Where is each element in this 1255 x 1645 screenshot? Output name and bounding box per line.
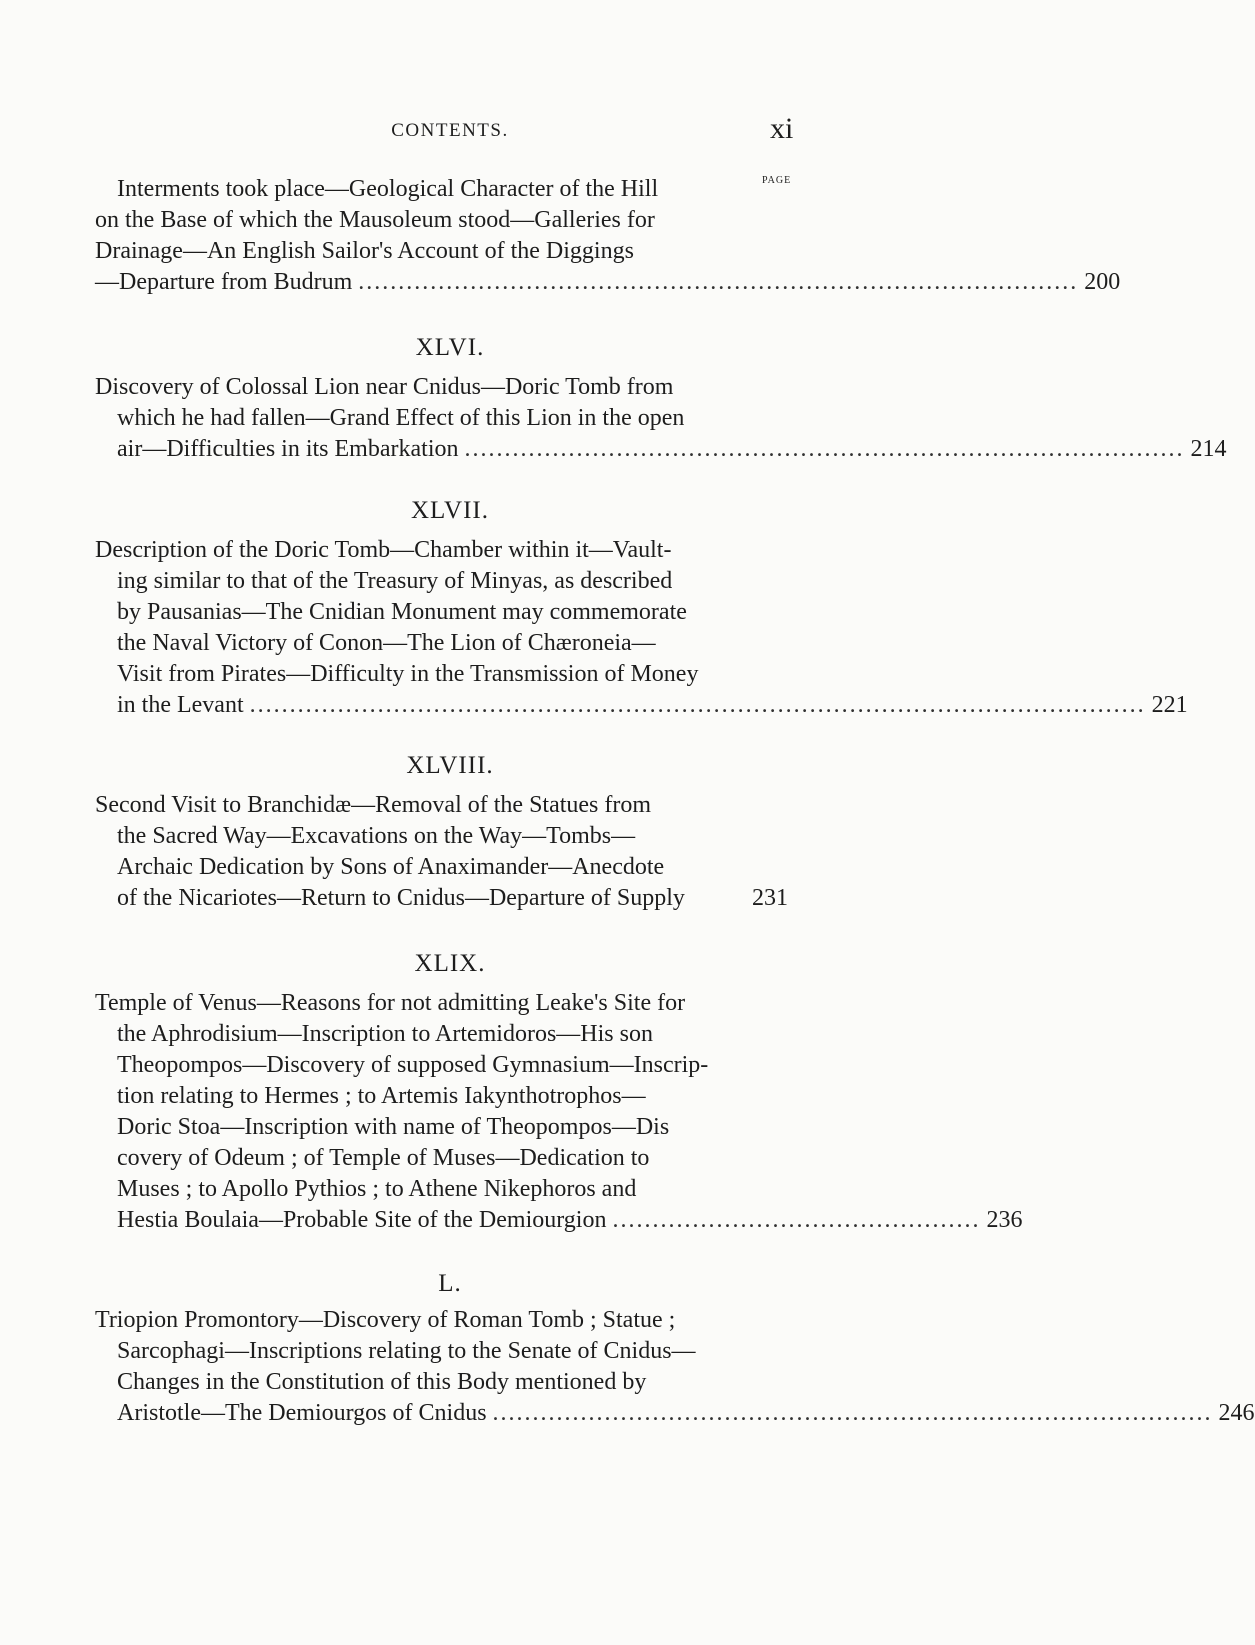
entry-last-line (117, 882, 788, 914)
entry-line: covery of Odeum ; of Temple of Muses—Dedication to (117, 1145, 650, 1171)
entry-line: ing similar to that of the Treasury of Minyas, as described (117, 568, 673, 594)
dot-leader: .......................................................................................... (492, 1400, 1213, 1426)
entry-last-line (95, 266, 1121, 298)
dot-leader: .............................................. (612, 1207, 981, 1233)
page-number: 200 (1084, 269, 1121, 295)
chapter-numeral-xlix: XLIX. (414, 950, 486, 977)
entry-line: Temple of Venus—Reasons for not admitting Leake's Site for (95, 990, 686, 1016)
entry-line: Second Visit to Branchidæ—Removal of the Statues from (95, 792, 652, 818)
entry-line: tion relating to Hermes ; to Artemis Iakynthotrophos— (117, 1083, 646, 1109)
entry-line: Doric Stoa—Inscription with name of Theopompos—Dis (117, 1114, 670, 1140)
page-number: 214 (1190, 436, 1227, 462)
page-number: 246 (1218, 1400, 1255, 1426)
entry-line: Visit from Pirates—Difficulty in the Transmission of Money (117, 661, 699, 687)
entry-line: Triopion Promontory—Discovery of Roman Tomb ; Statue ; (95, 1307, 676, 1333)
entry-line: which he had fallen—Grand Effect of this Lion in the open (117, 405, 685, 431)
page-numeral: xi (770, 112, 794, 145)
running-head-title: CONTENTS. (391, 120, 509, 141)
entry-line: air—Difficulties in its Embarkation (117, 436, 459, 462)
entry-line: Theopompos—Discovery of supposed Gymnasium—Inscrip- (117, 1052, 709, 1078)
entry-last-line (117, 1204, 1023, 1236)
entry-last-line (117, 1397, 1255, 1429)
chapter-numeral-xlvii: XLVII. (411, 497, 489, 524)
entry-line: the Aphrodisium—Inscription to Artemidoros—His son (117, 1021, 653, 1047)
chapter-numeral-l: L. (438, 1270, 462, 1297)
page-number: 236 (986, 1207, 1023, 1233)
entry-line: on the Base of which the Mausoleum stood—Galleries for (95, 207, 655, 233)
entry-line: the Naval Victory of Conon—The Lion of Chæroneia— (117, 630, 656, 656)
dot-leader: .......................................................................................... (358, 269, 1079, 295)
entry-line: of the Nicariotes—Return to Cnidus—Departure of Supply (117, 885, 685, 911)
dot-leader: .......................................................................................... (464, 436, 1185, 462)
dot-leader: ................................................................................................................ (249, 692, 1146, 718)
entry-line: in the Levant (117, 692, 244, 718)
chapter-numeral-xlvi: XLVI. (415, 334, 485, 361)
entry-line: Interments took place—Geological Character of the Hill (117, 176, 659, 202)
entry-line: the Sacred Way—Excavations on the Way—Tombs— (117, 823, 636, 849)
entry-line: Aristotle—The Demiourgos of Cnidus (117, 1400, 487, 1426)
page-number: 231 (752, 885, 788, 911)
entry-line: Muses ; to Apollo Pythios ; to Athene Nikephoros and (117, 1176, 637, 1202)
entry-line: Archaic Dedication by Sons of Anaximander—Anecdote (117, 854, 665, 880)
entry-line: —Departure from Budrum (95, 269, 353, 295)
page-column-label: PAGE (762, 175, 792, 186)
entry-line: Hestia Boulaia—Probable Site of the Demiourgion (117, 1207, 607, 1233)
entry-line: Discovery of Colossal Lion near Cnidus—Doric Tomb from (95, 374, 674, 400)
entry-line: Description of the Doric Tomb—Chamber within it—Vault- (95, 537, 672, 563)
entry-last-line (117, 689, 1188, 721)
chapter-numeral-xlviii: XLVIII. (406, 752, 494, 779)
entry-line: by Pausanias—The Cnidian Monument may commemorate (117, 599, 687, 625)
entry-line: Sarcophagi—Inscriptions relating to the Senate of Cnidus— (117, 1338, 696, 1364)
page-number: 221 (1151, 692, 1188, 718)
entry-line: Changes in the Constitution of this Body mentioned by (117, 1369, 647, 1395)
entry-line: Drainage—An English Sailor's Account of the Diggings (95, 238, 634, 264)
entry-last-line (117, 433, 1227, 465)
